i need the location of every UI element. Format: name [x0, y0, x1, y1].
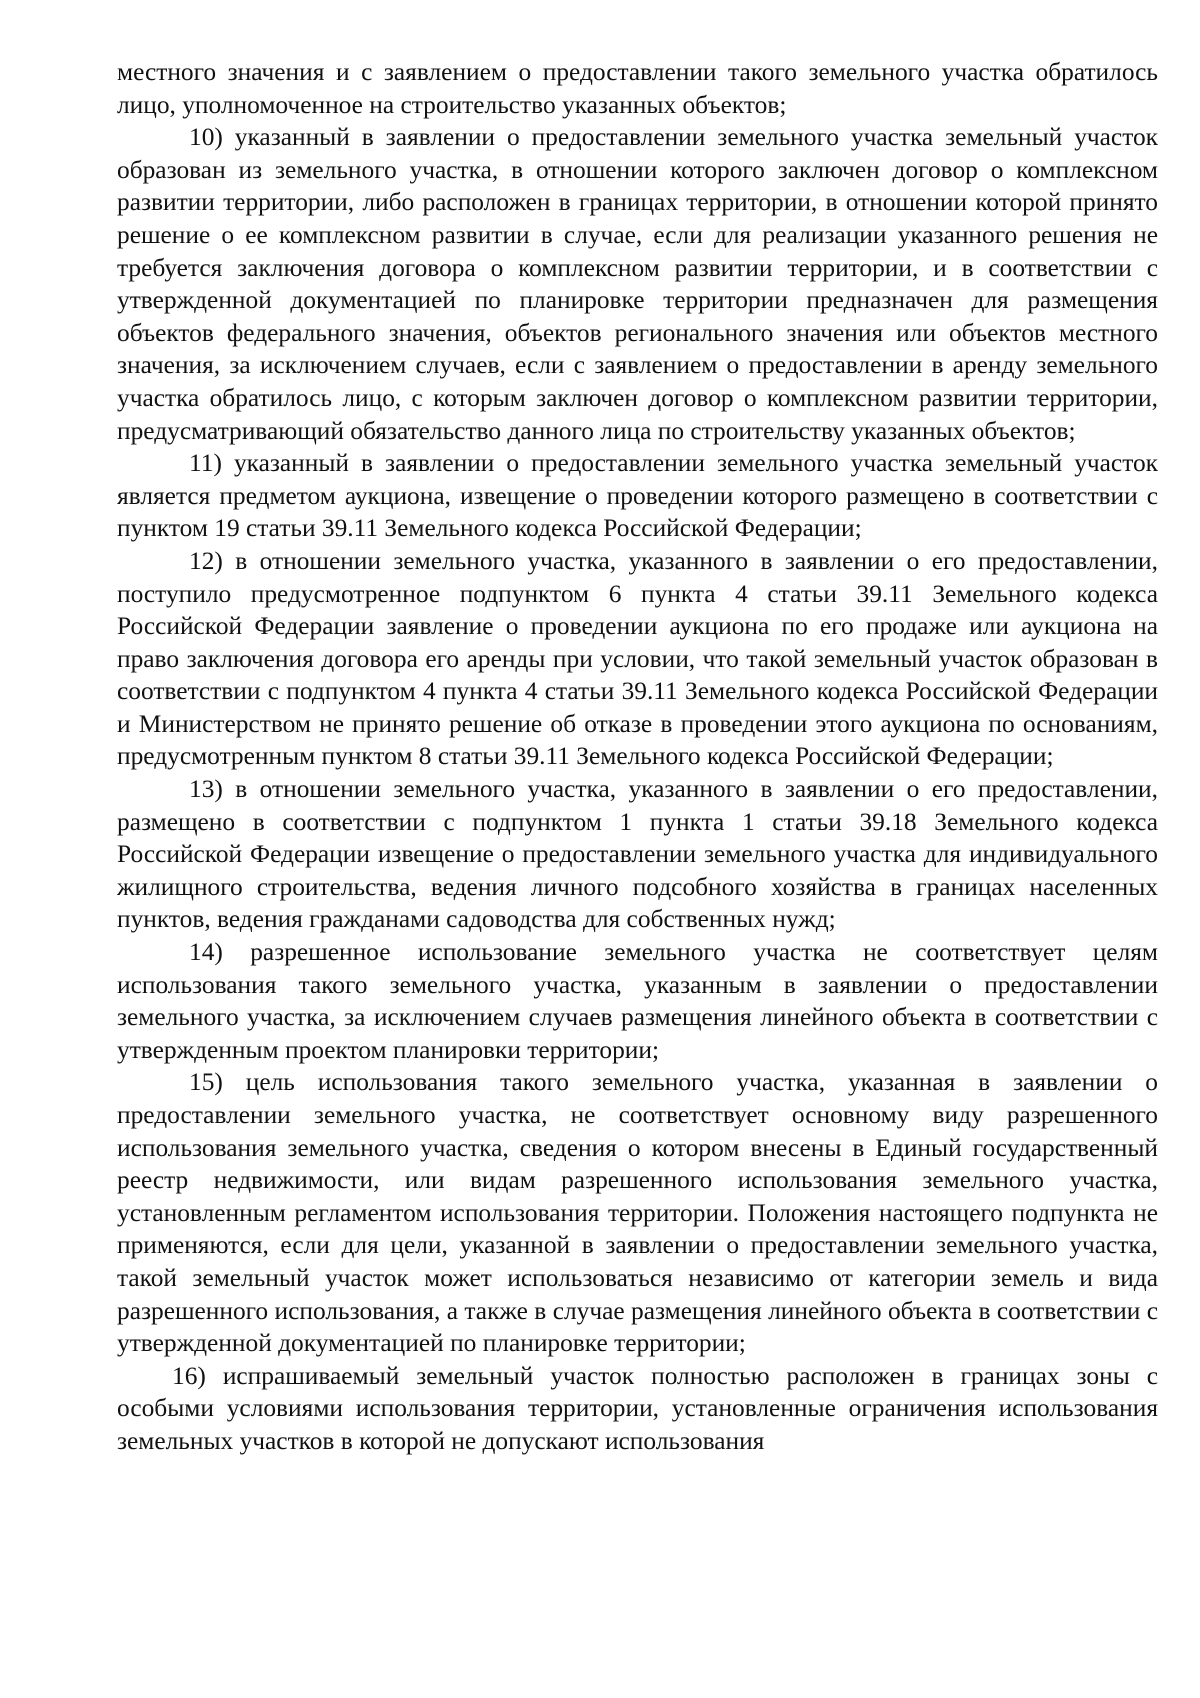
paragraph-item-11: 11) указанный в заявлении о предоставлении земельного участка земельный участок является предметом аукциона, извещение о проведении которого размещено в соответствии с пунктом 19 статьи 39.11 Земельного кодекса Российской Федерации;	[117, 449, 1158, 543]
document-page	[117, 56, 1158, 1458]
paragraph-item-13: 13) в отношении земельного участка, указанного в заявлении о его предоставлении, размещено в соответствии с подпунктом 1 пункта 1 статьи 39.18 Земельного кодекса Российской Федерации извещение о предоставлении земельного участка для индивидуального жилищного строительства, ведения личного подсобного хозяйства в границах населенных пунктов, ведения гражданами садоводства для собственных нужд;	[117, 775, 1158, 934]
paragraph-continuation: местного значения и с заявлением о предоставлении такого земельного участка обратилось лицо, уполномоченное на строительство указанных объектов;	[117, 58, 1158, 119]
paragraph-item-12: 12) в отношении земельного участка, указанного в заявлении о его предоставлении, поступило предусмотренное подпунктом 6 пункта 4 статьи 39.11 Земельного кодекса Российской Федерации заявление о проведении аукциона по его продаже или аукциона на право заключения договора его аренды при условии, что такой земельный участок образован в соответствии с подпунктом 4 пункта 4 статьи 39.11 Земельного кодекса Российской Федерации и Министерством не принято решение об отказе в проведении этого аукциона по основаниям, предусмотренным пунктом 8 статьи 39.11 Земельного кодекса Российской Федерации;	[117, 546, 1158, 771]
paragraph-item-10: 10) указанный в заявлении о предоставлении земельного участка земельный участок образован из земельного участка, в отношении которого заключен договор о комплексном развитии территории, либо расположен в границах территории, в отношении которой принято решение о ее комплексном развитии в случае, если для реализации указанного решения не требуется заключения договора о комплексном развитии территории, и в соответствии с утвержденной документацией по планировке территории предназначен для размещения объектов федерального значения, объектов регионального значения или объектов местного значения, за исключением случаев, если с заявлением о предоставлении в аренду земельного участка обратилось лицо, с которым заключен договор о комплексном развитии территории, предусматривающий обязательство данного лица по строительству указанных объектов;	[117, 123, 1158, 445]
paragraph-item-14: 14) разрешенное использование земельного участка не соответствует целям использования такого земельного участка, указанным в заявлении о предоставлении земельного участка, за исключением случаев размещения линейного объекта в соответствии с утвержденным проектом планировки территории;	[117, 938, 1158, 1064]
paragraph-item-15: 15) цель использования такого земельного участка, указанная в заявлении о предоставлении земельного участка, не соответствует основному виду разрешенного использования земельного участка, сведения о котором внесены в Единый государственный реестр недвижимости, или видам разрешенного использования земельного участка, установленным регламентом использования территории. Положения настоящего подпункта не применяются, если для цели, указанной в заявлении о предоставлении земельного участка, такой земельный участок может использоваться независимо от категории земель и вида разрешенного использования, а также в случае размещения линейного объекта в соответствии с утвержденной документацией по планировке территории;	[117, 1068, 1158, 1358]
paragraph-item-16: 16) испрашиваемый земельный участок полностью расположен в границах зоны с особыми условиями использования территории, установленные ограничения использования земельных участков в которой не допускают использования	[117, 1361, 1158, 1455]
